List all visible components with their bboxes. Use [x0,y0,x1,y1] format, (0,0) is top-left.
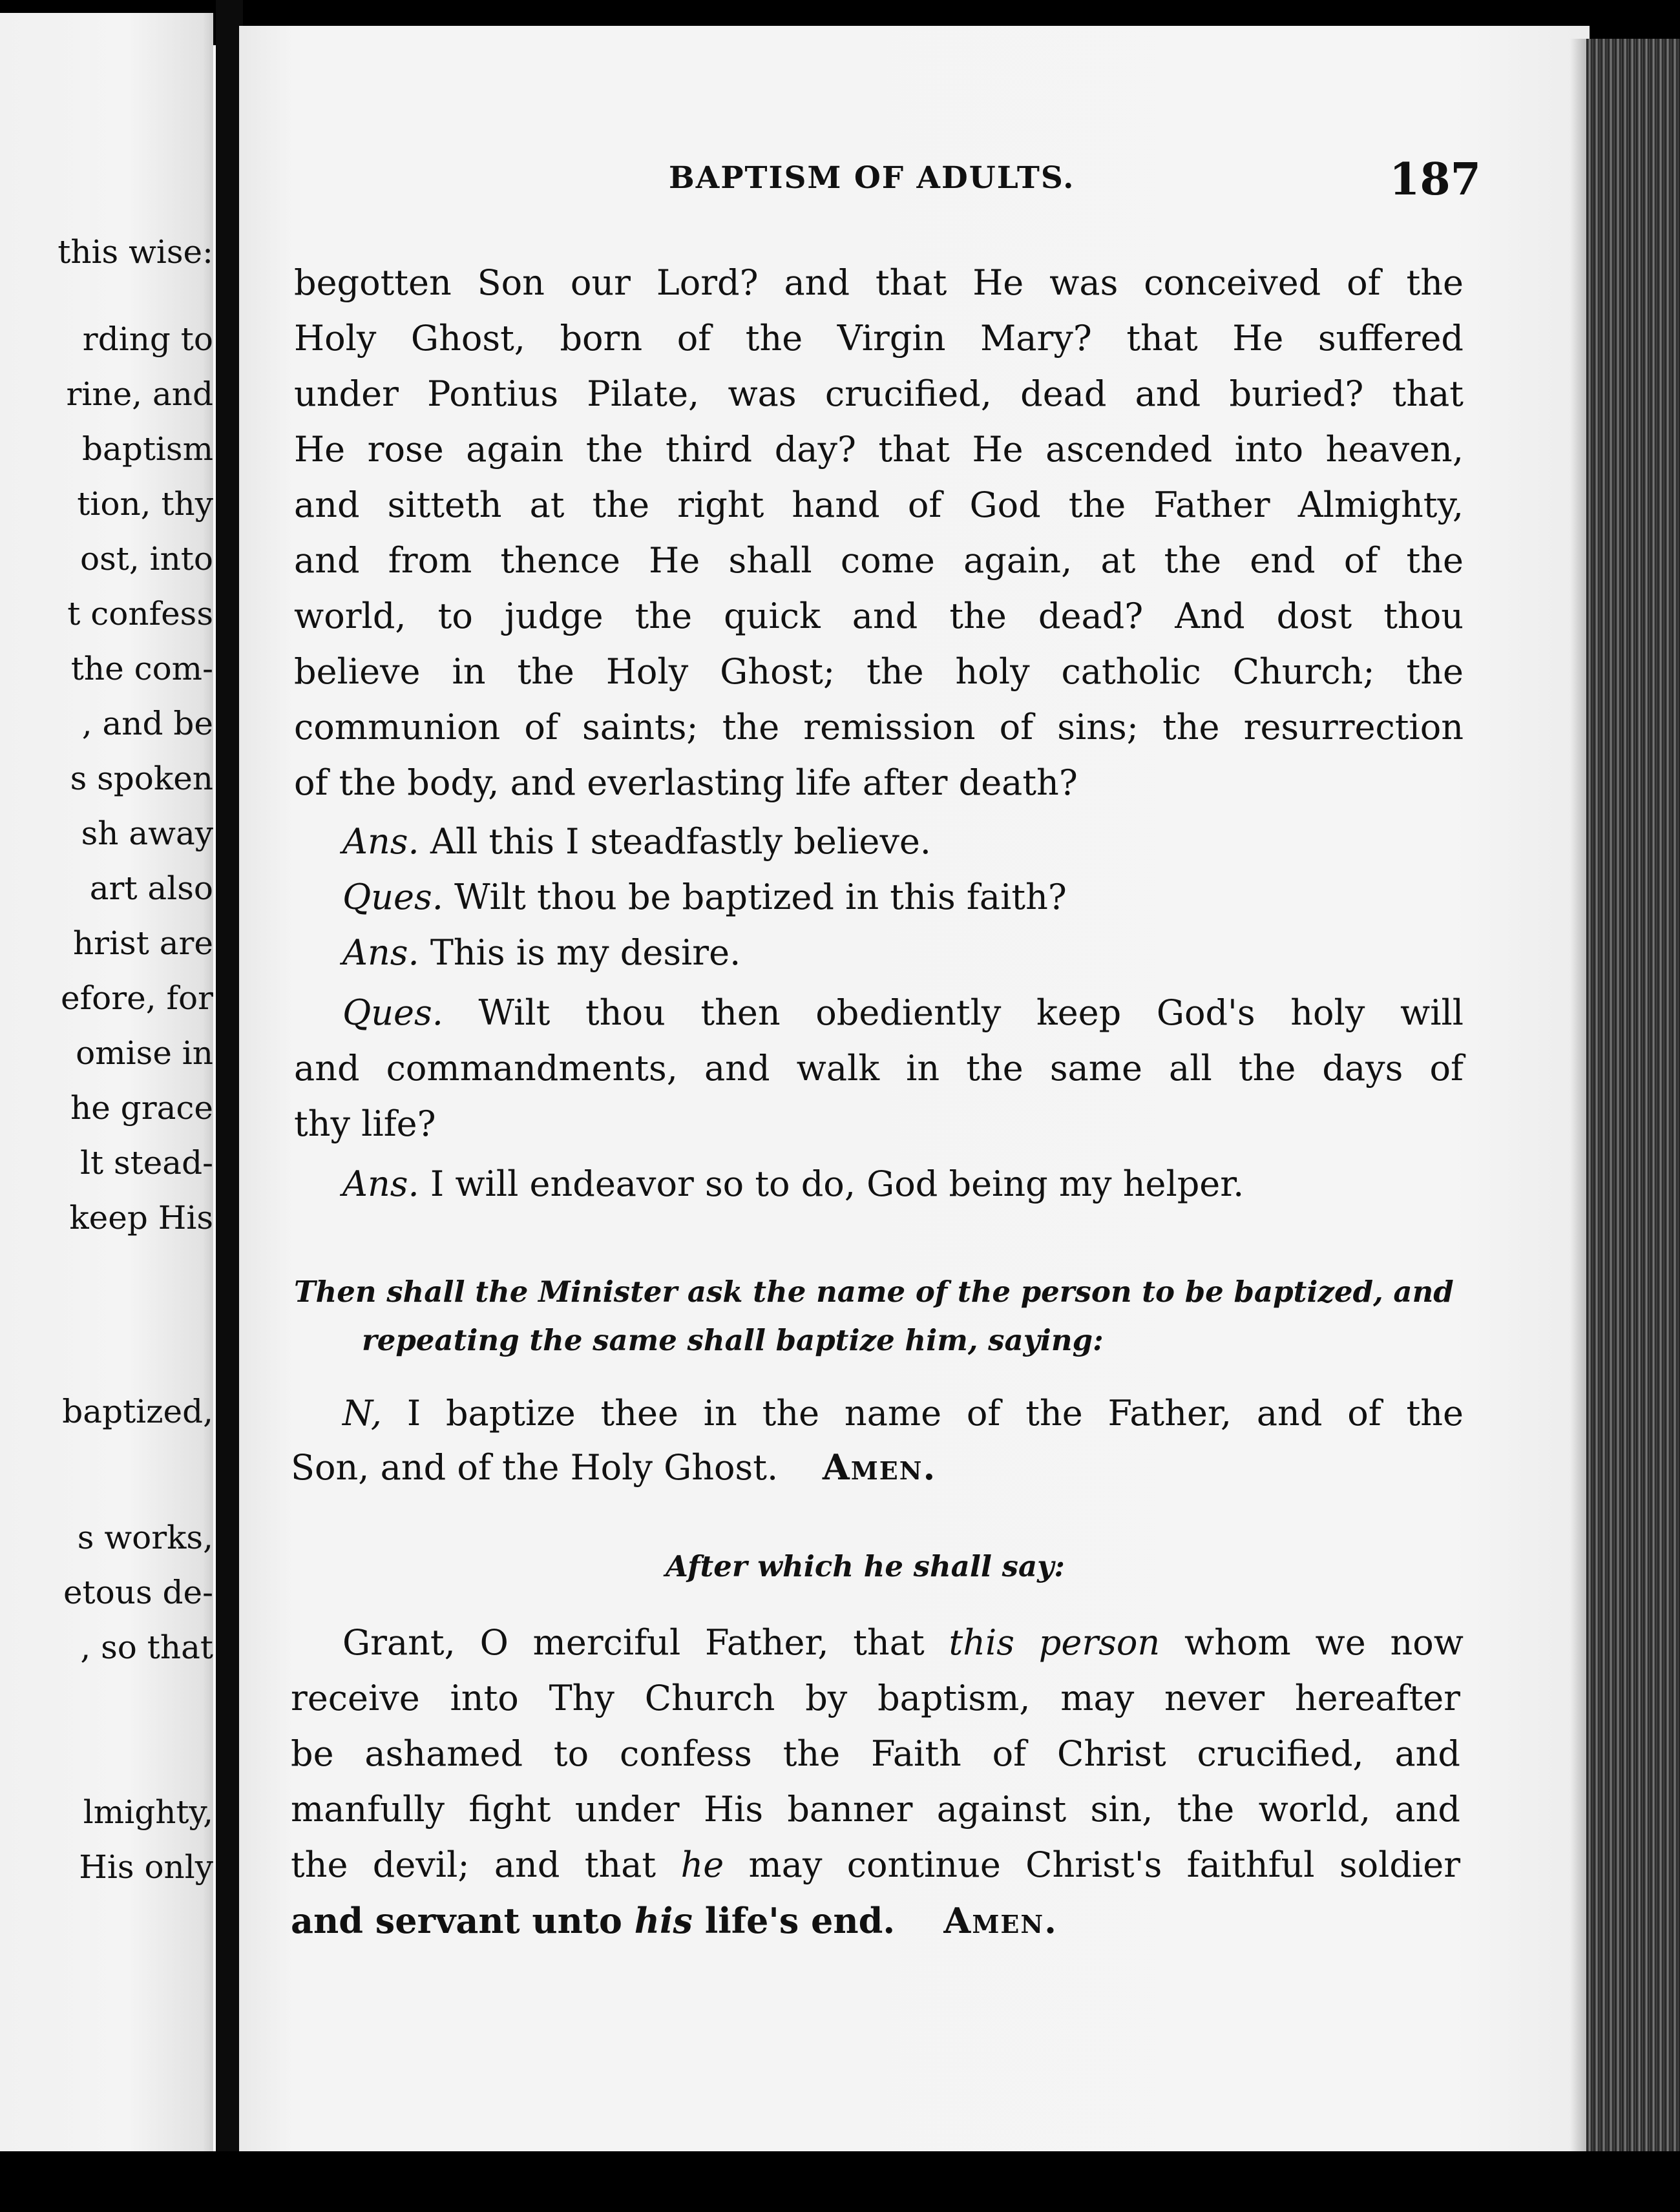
left-page-fragment: t confess [67,595,213,632]
creed-line: begotten Son our Lord? and that He was conceived of the [294,262,1464,303]
prayer-italic: he [680,1844,724,1885]
left-page-fragment: rine, and [66,375,213,413]
left-page-fragment: etous de- [63,1574,213,1611]
left-page-fragment: keep His [69,1199,213,1236]
prayer-text: may continue Christ's faithful soldier [748,1844,1461,1885]
answer-label: Ans. [342,1163,419,1204]
creed-line: Holy Ghost, born of the Virgin Mary? that He suffered [294,318,1464,359]
prayer-italic: this person [949,1622,1160,1663]
creed-line: believe in the Holy Ghost; the holy catholic Church; the [294,651,1464,692]
left-page-fragment: art also [89,870,213,907]
left-page [0,13,213,2158]
question-text: Wilt thou be baptized in this faith? [454,877,1067,917]
prayer-italic: his [634,1900,693,1941]
creed-line: and sitteth at the right hand of God the Father Almighty, [294,485,1464,525]
prayer-line [291,1893,1460,1948]
left-page-fragment: lt stead- [79,1144,213,1182]
answer-1 [294,814,1464,870]
rubric-line: repeating the same shall baptize him, saying: [362,1323,1104,1357]
left-page-fragment: efore, for [61,979,213,1017]
name-placeholder: N, [342,1393,382,1434]
answer-2 [294,925,1464,981]
amen: Amen. [943,1900,1058,1941]
left-page-fragment: s spoken [70,760,213,797]
rubric-line: Then shall the Minister ask the name of the person to be baptized, and [294,1275,1454,1309]
prayer-line: receive into Thy Church by baptism, may never hereafter [291,1678,1460,1718]
left-page-fragment: rding to [82,320,213,358]
left-page-fragment: ost, into [79,540,213,578]
baptism-formula-line [291,1439,1460,1496]
question-1 [294,870,1464,925]
left-page-fragment: tion, thy [77,485,213,523]
prayer-text: whom we now [1184,1622,1464,1663]
creed-line: communion of saints; the remission of sins; the resurrection [294,707,1464,747]
page-number: 187 [1389,154,1481,205]
left-page-fragment: His only [79,1848,213,1886]
creed-line: He rose again the third day? that He ascended into heaven, [294,429,1464,470]
answer-text: This is my desire. [430,932,741,973]
left-page-fragment: sh away [81,815,213,852]
question-2-line: thy life? [294,1103,436,1144]
left-page-fragment: lmighty, [83,1793,213,1831]
rubric-after: After which he shall say: [666,1549,1065,1583]
left-page-fragment: omise in [76,1034,213,1072]
answer-text: All this I steadfastly believe. [430,821,931,862]
baptism-formula [294,1386,1464,1441]
baptism-text: Son, and of the Holy Ghost. [291,1447,779,1488]
baptism-text: I baptize thee in the name of the Father, and of the [406,1393,1464,1434]
left-page-fragment: the com- [70,650,213,687]
scan-border-bottom [0,2151,1680,2212]
creed-line: and from thence He shall come again, at the end of the [294,540,1464,581]
question-label: Ques. [342,992,443,1033]
answer-label: Ans. [342,821,419,862]
prayer-line: manfully fight under His banner against sin, the world, and [291,1789,1460,1830]
question-text: Wilt thou then obediently keep God's holy will [478,992,1464,1033]
left-page-fragment: hrist are [72,924,213,962]
creed-line: of the body, and everlasting life after death? [294,762,1078,803]
answer-text: I will endeavor so to do, God being my helper. [430,1163,1244,1204]
running-header-title: BAPTISM OF ADULTS. [669,160,1075,196]
creed-line: world, to judge the quick and the dead? And dost thou [294,596,1464,636]
left-page-fragment: baptized, [62,1393,213,1430]
left-page-fragment: this wise: [58,233,213,271]
left-page-fragment: , and be [81,705,213,742]
left-page-fragment: s works, [77,1519,213,1556]
left-page-fragment: baptism [82,430,213,468]
prayer-text: the devil; and that [291,1844,656,1885]
page-edges [1586,39,1680,2171]
prayer-text: Grant, O merciful Father, that [342,1622,925,1663]
question-2-line: and commandments, and walk in the same all the days of [294,1048,1464,1089]
question-label: Ques. [342,877,443,917]
left-page-fragment: , so that [80,1629,213,1666]
prayer-line: be ashamed to confess the Faith of Christ crucified, and [291,1733,1460,1774]
prayer-text: and servant unto [291,1900,622,1941]
prayer-text: life's end. [704,1900,896,1941]
left-page-fragment: he grace [70,1089,213,1127]
answer-label: Ans. [342,932,419,973]
creed-line: under Pontius Pilate, was crucified, dead and buried? that [294,373,1464,414]
answer-3 [294,1156,1464,1212]
prayer-line [294,1615,1464,1671]
question-2 [294,985,1464,1041]
prayer-line [291,1837,1460,1893]
amen: Amen. [822,1446,937,1488]
